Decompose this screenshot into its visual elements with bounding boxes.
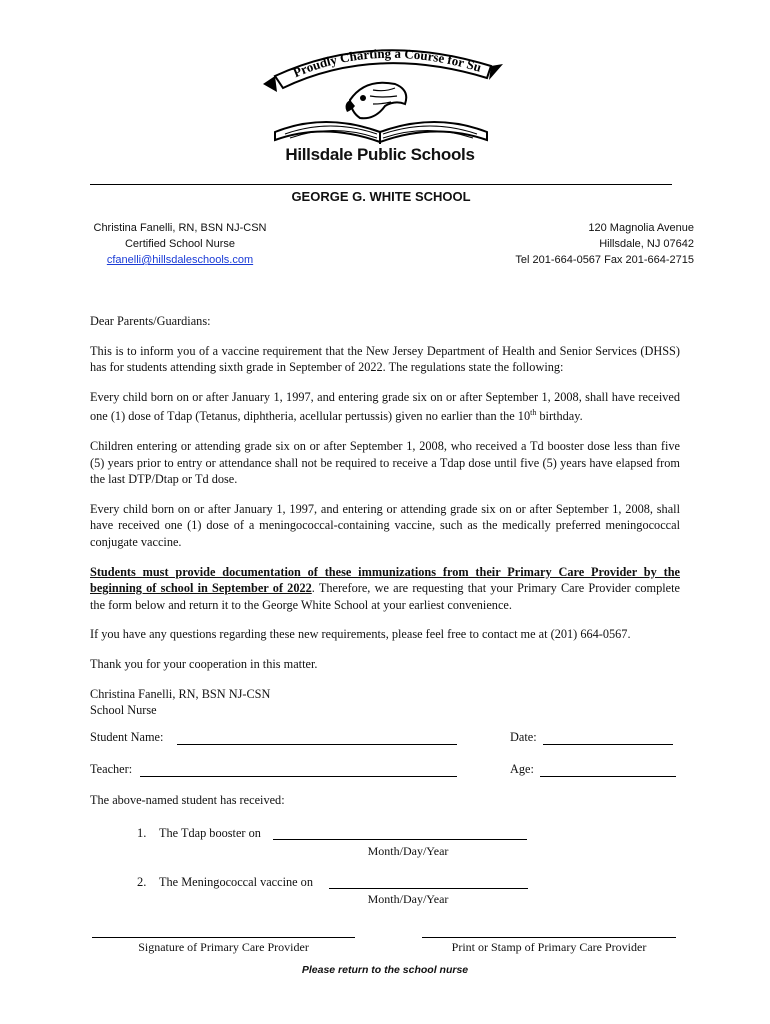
teacher-label: Teacher:: [90, 762, 133, 776]
tdap-date-format-hint: Month/Day/Year: [367, 844, 449, 858]
nurse-email-link[interactable]: cfanelli@hillsdaleschools.com: [106, 254, 254, 266]
header-divider: [90, 184, 672, 185]
tdap-text-end: birthday.: [536, 409, 583, 424]
paragraph-documentation: [90, 564, 680, 614]
item-1-number: 1.: [137, 826, 147, 840]
meningococcal-label: The Meningococcal vaccine on: [159, 875, 313, 889]
school-title: GEORGE G. WHITE SCHOOL: [291, 189, 471, 204]
tdap-booster-label: The Tdap booster on: [159, 826, 261, 840]
street-address: 120 Magnolia Avenue: [588, 222, 694, 234]
student-name-label: Student Name:: [90, 730, 164, 744]
paragraph-questions: If you have any questions regarding these new requirements, please feel free to contact me at (201) 664-0567.: [90, 627, 631, 642]
student-name-field[interactable]: [177, 732, 457, 745]
documentation-emphasis: Students must provide documentation of these immunizations from their Primary Care Provider by the beginning of school in September of 2022: [90, 564, 680, 596]
paragraph-tdap: [90, 389, 680, 425]
letter-body: [90, 313, 680, 729]
district-name: Hillsdale Public Schools: [285, 145, 475, 164]
paragraph-meningococcal: Every child born on or after January 1, 1997, and entering or attending grade six on or after September 1, 2008, shall have received one (1) dose of a meningococcal-containing vaccine, such as the medically preferred meningococcal conjugate vaccine.: [90, 501, 680, 550]
meningococcal-date-format-hint: Month/Day/Year: [367, 892, 449, 906]
age-label: Age:: [510, 762, 534, 776]
signature-block: [90, 686, 680, 719]
teacher-field[interactable]: [140, 764, 457, 777]
date-label: Date:: [510, 730, 537, 744]
nurse-name: Christina Fanelli, RN, BSN NJ-CSN: [93, 222, 267, 234]
paragraph-td-booster: Children entering or attending grade six on or after September 1, 2008, who received a Td booster dose less than five (5) years prior to entry or attendance shall not be required to receive a Tdap dose until five (5) years have elapsed from the last DTP/Dtap or Td dose.: [90, 439, 680, 487]
provider-stamp-field[interactable]: [422, 925, 676, 938]
nurse-role: Certified School Nurse: [124, 238, 236, 250]
provider-stamp-label: Print or Stamp of Primary Care Provider: [451, 940, 647, 954]
phone-fax: Tel 201-664-0567 Fax 201-664-2715: [515, 254, 694, 266]
signature-name: Christina Fanelli, RN, BSN NJ-CSN: [90, 686, 271, 701]
school-address: [460, 220, 694, 268]
greeting: Dear Parents/Guardians:: [90, 314, 211, 328]
meningococcal-date-field[interactable]: [329, 876, 528, 889]
documentation-rest: . Therefore, we are requesting that your Primary Care Provider complete the form below and return it to the George White School at your earliest convenience.: [90, 581, 680, 612]
logo-banner-text: Proudly Charting a Course for Su: [290, 45, 484, 81]
signature-role: School Nurse: [90, 703, 157, 718]
city-state-zip: Hillsdale, NJ 07642: [599, 238, 694, 250]
item-2-number: 2.: [137, 875, 147, 889]
nurse-contact: [90, 220, 270, 268]
provider-signature-field[interactable]: [92, 925, 355, 938]
tdap-text: Every child born on or after January 1, 1997, and entering grade six on or after September 1, 2008, shall have received one (1) dose of Tdap (Tetanus, diphtheria, acellular pertussis) given no earlier than the 10: [90, 389, 680, 424]
tdap-booster-date-field[interactable]: [273, 827, 527, 840]
paragraph-thanks: Thank you for your cooperation in this matter.: [90, 657, 318, 671]
provider-signature-label: Signature of Primary Care Provider: [138, 940, 309, 954]
tdap-superscript: th: [530, 408, 537, 418]
return-instruction: Please return to the school nurse: [301, 964, 469, 976]
date-field[interactable]: [543, 732, 673, 745]
paragraph-intro: This is to inform you of a vaccine requirement that the New Jersey Department of Health and Senior Services (DHSS) has for students attending sixth grade in September of 2022. The regulations state the following:: [90, 343, 680, 375]
age-field[interactable]: [540, 764, 676, 777]
received-label: The above-named student has received:: [90, 793, 285, 807]
